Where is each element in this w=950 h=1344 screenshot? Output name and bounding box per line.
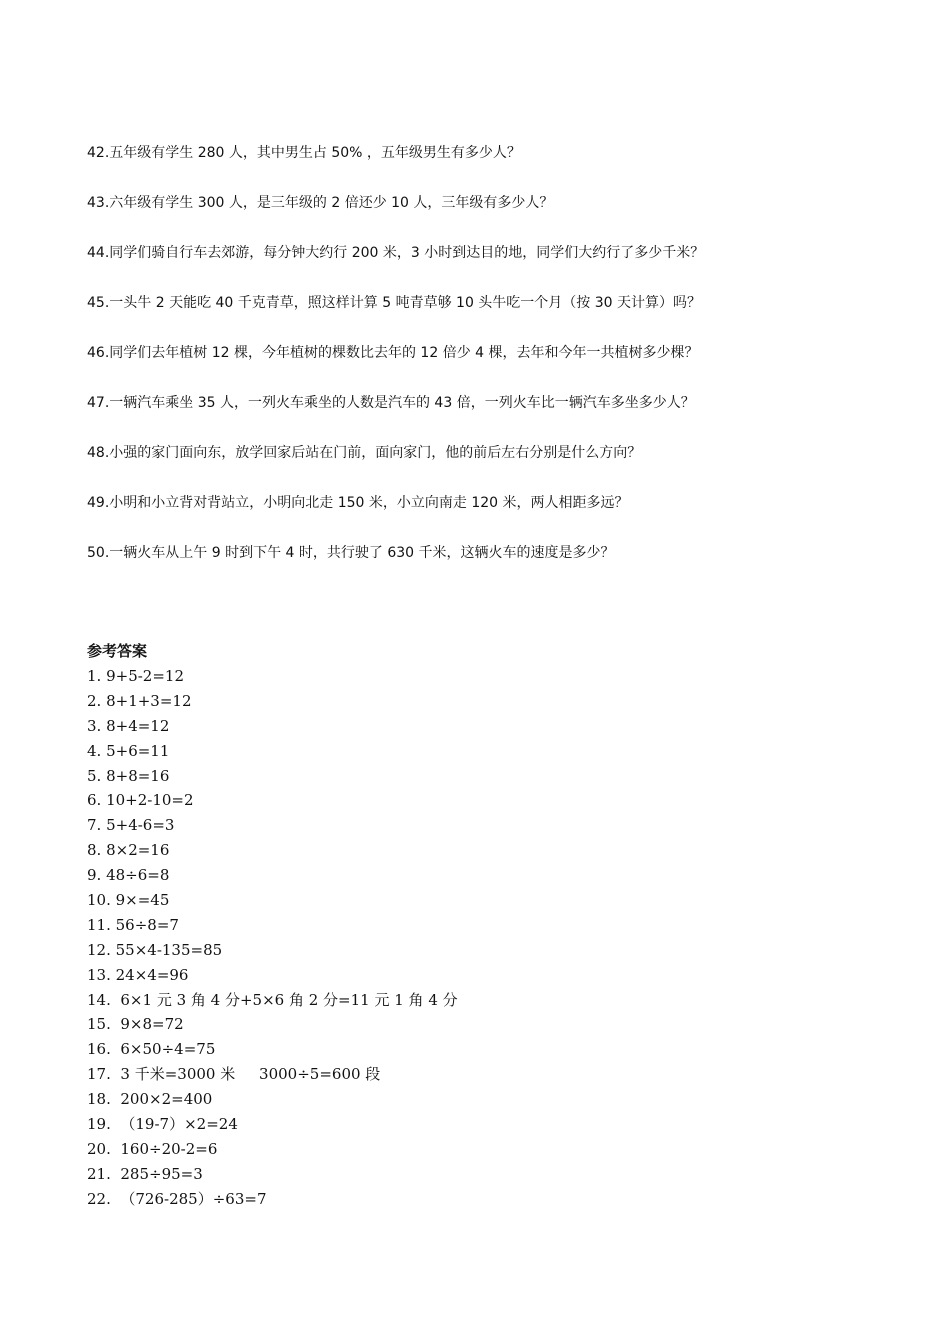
question-48: 48.小强的家门面向东，放学回家后站在门前，面向家门，他的前后左右分别是什么方向？ bbox=[87, 445, 642, 461]
answer-19: 19. （19-7）×2=24 bbox=[87, 1115, 238, 1134]
answer-3: 3. 8+4=12 bbox=[87, 716, 170, 735]
answer-7: 7. 5+4-6=3 bbox=[87, 816, 175, 835]
answer-4: 4. 5+6=11 bbox=[87, 741, 170, 760]
question-42: 42.五年级有学生 280 人，其中男生占 50% ，五年级男生有多少人？ bbox=[87, 145, 521, 161]
answers-heading: 参考答案 bbox=[87, 642, 148, 660]
answer-15: 15. 9×8=72 bbox=[87, 1015, 184, 1034]
question-44: 44.同学们骑自行车去郊游，每分钟大约行 200 米，3 小时到达目的地，同学们大约行了多少千米？ bbox=[87, 245, 705, 261]
answer-list bbox=[87, 664, 458, 1212]
answer-12: 12. 55×4-135=85 bbox=[87, 940, 223, 959]
answer-5: 5. 8+8=16 bbox=[87, 766, 170, 785]
question-43: 43.六年级有学生 300 人，是三年级的 2 倍还少 10 人，三年级有多少人？ bbox=[87, 195, 554, 211]
answer-8: 8. 8×2=16 bbox=[87, 841, 170, 860]
answer-11: 11. 56÷8=7 bbox=[87, 915, 179, 934]
answer-18: 18. 200×2=400 bbox=[87, 1090, 213, 1109]
answer-1: 1. 9+5-2=12 bbox=[87, 667, 185, 685]
answer-14: 14. 6×1 元 3 角 4 分+5×6 角 2 分=11 元 1 角 4 分 bbox=[87, 990, 458, 1009]
question-47: 47.一辆汽车乘坐 35 人，一列火车乘坐的人数是汽车的 43 倍，一列火车比一辆汽车多坐多少人？ bbox=[87, 395, 695, 411]
answer-21: 21. 285÷95=3 bbox=[87, 1164, 203, 1183]
answer-16: 16. 6×50÷4=75 bbox=[87, 1040, 216, 1059]
answer-2: 2. 8+1+3=12 bbox=[87, 691, 192, 710]
answer-20: 20. 160÷20-2=6 bbox=[87, 1139, 218, 1158]
answer-10: 10. 9×=45 bbox=[87, 891, 170, 910]
answer-9: 9. 48÷6=8 bbox=[87, 866, 170, 885]
question-49: 49.小明和小立背对背站立，小明向北走 150 米，小立向南走 120 米，两人相距多远？ bbox=[87, 495, 629, 511]
answer-22: 22. （726-285）÷63=7 bbox=[87, 1189, 267, 1208]
answer-13: 13. 24×4=96 bbox=[87, 965, 189, 984]
question-50: 50.一辆火车从上午 9 时到下午 4 时，共行驶了 630 千米，这辆火车的速度是多少？ bbox=[87, 545, 615, 561]
question-45: 45.一头牛 2 天能吃 40 千克青草，照这样计算 5 吨青草够 10 头牛吃一个月（按 30 天计算）吗？ bbox=[87, 295, 702, 311]
answer-17: 17. 3 千米=3000 米 3000÷5=600 段 bbox=[87, 1065, 381, 1084]
answer-6: 6. 10+2-10=2 bbox=[87, 791, 194, 810]
question-list bbox=[87, 140, 887, 590]
question-46: 46.同学们去年植树 12 棵，今年植树的棵数比去年的 12 倍少 4 棵，去年和今年一共植树多少棵？ bbox=[87, 345, 699, 361]
